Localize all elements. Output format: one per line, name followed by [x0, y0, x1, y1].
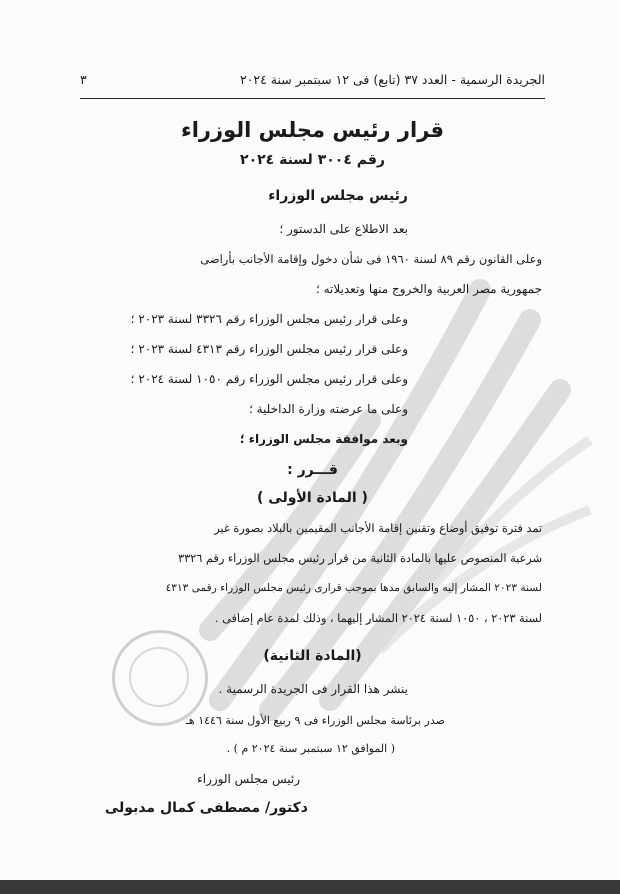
- signatory-name: دكتور/ مصطفى كمال مدبولى: [104, 800, 308, 816]
- preamble-line: وبعد موافقة مجلس الوزراء ؛: [239, 432, 408, 446]
- article1-line: لسنة ٢٠٢٣ المشار إليه والسابق مدها بموجب قرارى رئيس مجلس الوزراء رقمى ٤٣١٣: [165, 582, 542, 594]
- running-title: الجريدة الرسمية - العدد ٣٧ (تابع) فى ١٢ سبتمبر سنة ٢٠٢٤: [239, 72, 545, 87]
- decree-number: رقم ٣٠٠٤ لسنة ٢٠٢٤: [240, 152, 385, 168]
- page-number: ٣: [80, 72, 87, 87]
- seal-stamp: [112, 630, 208, 726]
- bottom-edge-bar: [0, 880, 620, 894]
- signatory-role: رئيس مجلس الوزراء: [197, 772, 300, 786]
- article1-heading: ( المادة الأولى ): [257, 490, 368, 506]
- preamble-line: بعد الاطلاع على الدستور ؛: [279, 222, 408, 236]
- issuer-heading: رئيس مجلس الوزراء: [268, 188, 408, 204]
- preamble-line: وعلى القانون رقم ٨٩ لسنة ١٩٦٠ فى شأن دخول وإقامة الأجانب بأراضى: [200, 252, 542, 266]
- running-header: [80, 72, 545, 87]
- preamble-line: وعلى قرار رئيس مجلس الوزراء رقم ١٠٥٠ لسنة ٢٠٢٤ ؛: [130, 372, 408, 386]
- preamble-line: وعلى ما عرضته وزارة الداخلية ؛: [249, 402, 408, 416]
- decree-title: قرار رئيس مجلس الوزراء: [180, 118, 445, 142]
- article1-line: تمد فترة توفيق أوضاع وتقنين إقامة الأجانب المقيمين بالبلاد بصورة غير: [214, 522, 542, 535]
- article1-line: لسنة ٢٠٢٣ ، ١٠٥٠ لسنة ٢٠٢٤ المشار إليهما ، وذلك لمدة عام إضافى .: [214, 612, 542, 625]
- article2-heading: (المادة الثانية): [263, 648, 362, 664]
- issued-date-gregorian: ( الموافق ١٢ سبتمبر سنة ٢٠٢٤ م ) .: [226, 742, 395, 755]
- article2-text: ينشر هذا القرار فى الجريدة الرسمية .: [218, 682, 408, 696]
- decided-label: قـــرر :: [287, 462, 338, 478]
- preamble-line: وعلى قرار رئيس مجلس الوزراء رقم ٣٣٢٦ لسنة ٢٠٢٣ ؛: [130, 312, 408, 326]
- header-divider: [80, 98, 545, 99]
- preamble-line: جمهورية مصر العربية والخروج منها وتعديلاته ؛: [315, 282, 542, 296]
- preamble-line: وعلى قرار رئيس مجلس الوزراء رقم ٤٣١٣ لسنة ٢٠٢٣ ؛: [130, 342, 408, 356]
- article1-line: شرعية المنصوص عليها بالمادة الثانية من قرار رئيس مجلس الوزراء رقم ٣٣٢٦: [178, 552, 542, 565]
- issued-date-hijri: صدر برئاسة مجلس الوزراء فى ٩ ربيع الأول سنة ١٤٤٦ هـ: [185, 714, 445, 727]
